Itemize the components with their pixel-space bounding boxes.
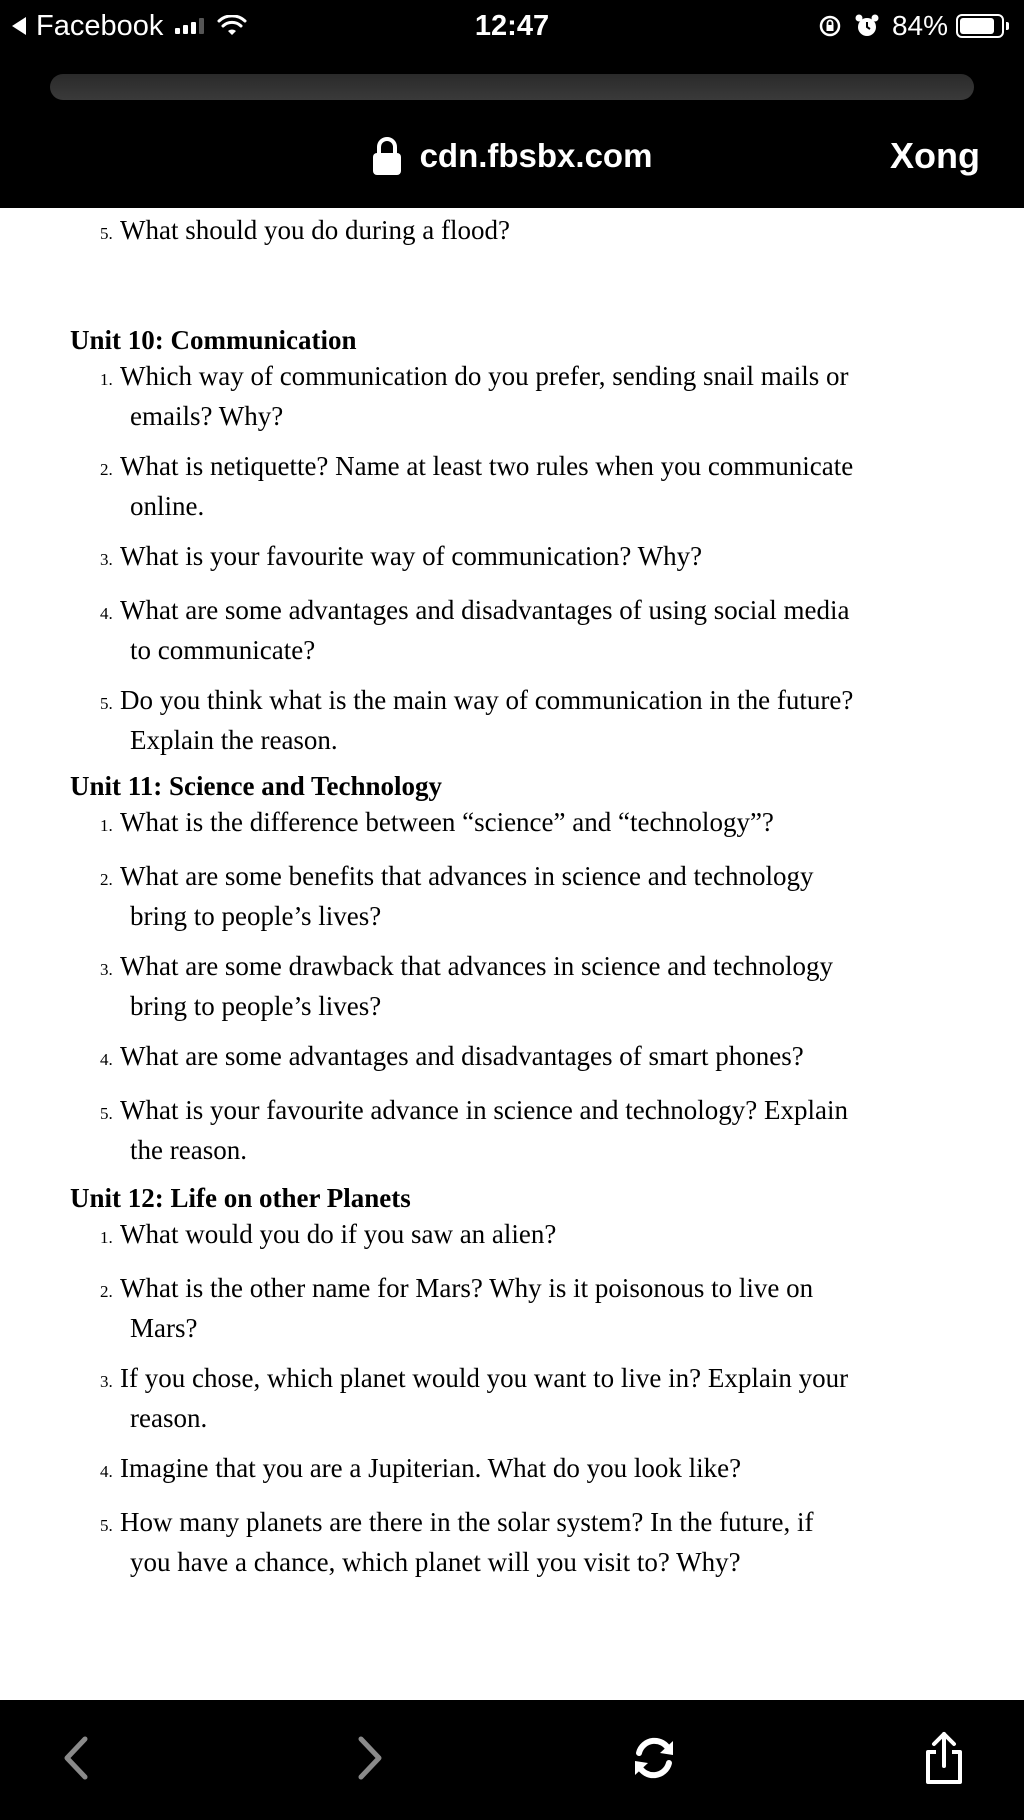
refresh-button[interactable] [624,1728,684,1788]
question-item [100,804,980,844]
question-line: the reason. [130,1135,247,1165]
question-item [100,1360,980,1436]
question-line: Mars? [130,1313,198,1343]
browser-toolbar [0,1700,1024,1820]
question-item [100,1038,980,1078]
cellular-signal-icon [175,18,207,34]
question-line: What are some advantages and disadvantages of smart phones? [120,1041,804,1071]
item-number: 1. [100,1228,113,1247]
question-line: How many planets are there in the solar system? In the future, if [120,1507,814,1537]
item-number: 1. [100,370,113,389]
page-progress-bar [50,74,974,100]
question-item [100,1092,980,1168]
status-time: 12:47 [474,10,550,42]
share-button[interactable] [914,1728,974,1788]
question-item [100,538,980,578]
item-number: 4. [100,1050,113,1069]
question-item [100,1216,980,1256]
battery-level-fill [960,18,994,34]
item-number: 2. [100,870,113,889]
back-app-label: Facebook [36,9,164,42]
question-line: What is the other name for Mars? Why is it poisonous to live on [120,1273,814,1303]
question-line: emails? Why? [130,401,284,431]
question-line: What are some benefits that advances in science and technology [120,861,814,891]
item-number: 3. [100,960,113,979]
question-item [100,448,980,524]
question-line: What is netiquette? Name at least two rules when you communicate [120,451,854,481]
item-number: 5. [100,694,113,713]
back-icon [61,1735,91,1781]
question-line: reason. [130,1403,208,1433]
section-heading: Unit 10: Communication [70,325,357,355]
forward-button[interactable] [340,1728,400,1788]
item-number: 4. [100,1462,113,1481]
document-page [0,208,1024,1700]
battery-icon [956,14,1004,38]
question-line: Do you think what is the main way of communication in the future? [120,685,854,715]
question-item [100,682,980,758]
done-button[interactable]: Xong [890,135,980,176]
item-number: 2. [100,1282,113,1301]
question-line: you have a chance, which planet will you visit to? Why? [130,1547,741,1577]
battery-percentage: 84% [891,10,948,41]
question-line: bring to people’s lives? [130,901,382,931]
question-line: Which way of communication do you prefer, sending snail mails or [120,361,849,391]
wifi-icon [217,15,247,37]
item-number: 5. [100,1104,113,1123]
item-number: 1. [100,816,113,835]
item-text: What should you do during a flood? [120,215,510,245]
question-item [100,948,980,1024]
question-item [100,1450,980,1490]
address-bar[interactable] [0,128,1024,184]
question-line: online. [130,491,205,521]
status-bar [0,0,1024,52]
question-item [100,592,980,668]
question-line: What are some advantages and disadvantages of using social media [120,595,850,625]
question-item [100,858,980,934]
item-number: 3. [100,550,113,569]
section-heading: Unit 12: Life on other Planets [70,1183,411,1213]
question-line: What is your favourite advance in science and technology? Explain [120,1095,848,1125]
refresh-icon [629,1733,679,1783]
back-button[interactable] [46,1728,106,1788]
item-number: 4. [100,604,113,623]
question-line: to communicate? [130,635,316,665]
question-item [100,1504,980,1580]
section-heading: Unit 11: Science and Technology [70,771,443,801]
question-line: bring to people’s lives? [130,991,382,1021]
share-icon [922,1730,966,1786]
question-line: Explain the reason. [130,725,338,755]
question-item [100,358,980,434]
list-item [100,212,980,252]
alarm-icon [854,13,880,39]
question-line: If you chose, which planet would you want to live in? Explain your [120,1363,849,1393]
back-arrow-icon [12,17,26,35]
url-text: cdn.fbsbx.com [419,137,653,174]
question-line: What is the difference between “science” and “technology”? [120,807,774,837]
item-number: 3. [100,1372,113,1391]
question-line: What is your favourite way of communication? Why? [120,541,703,571]
back-to-app-button[interactable] [12,8,247,44]
forward-icon [355,1735,385,1781]
item-number: 5. [100,1516,113,1535]
question-line: Imagine that you are a Jupiterian. What do you look like? [120,1453,742,1483]
item-number: 2. [100,460,113,479]
item-number: 5. [100,224,113,243]
question-item [100,1270,980,1346]
orientation-lock-icon [818,14,842,38]
browser-header [0,52,1024,208]
question-line: What are some drawback that advances in science and technology [120,951,833,981]
lock-icon [372,136,402,176]
question-line: What would you do if you saw an alien? [120,1219,557,1249]
